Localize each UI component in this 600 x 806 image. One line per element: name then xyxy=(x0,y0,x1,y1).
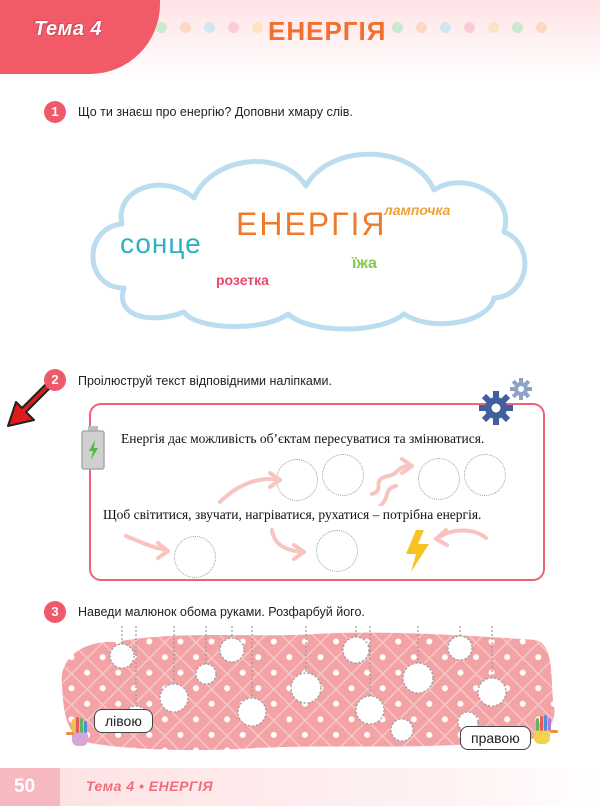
cloud-word-lamp: лампочка xyxy=(384,202,451,218)
task3-number-badge: 3 xyxy=(44,601,66,623)
sentence-energy-needed: Щоб світитися, звучати, нагріватися, рухатися – потрібна енергія. xyxy=(103,507,482,522)
task1-number-badge: 1 xyxy=(44,101,66,123)
lightning-icon xyxy=(402,528,432,574)
task2-instruction: Проілюструй текст відповідними наліпками. xyxy=(78,374,332,388)
task2-number-badge: 2 xyxy=(44,369,66,391)
gears-icon xyxy=(476,376,536,428)
red-arrow-icon xyxy=(4,356,58,440)
cloud-word-food: їжа xyxy=(352,255,377,272)
left-hand-label: лівою xyxy=(94,709,153,733)
right-hand-label: правою xyxy=(460,726,531,750)
topic-label: Тема 4 xyxy=(34,18,103,40)
page-title: ЕНЕРГІЯ xyxy=(268,16,387,46)
cloud-word-sun: сонце xyxy=(120,228,202,259)
footer-topic-text: Тема 4 • ЕНЕРГІЯ xyxy=(86,778,214,794)
sentence-energy-movement: Енергія дає можливість об’єктам пересуватися та змінюватися. xyxy=(121,431,485,446)
task1-instruction: Що ти знаєш про енергію? Доповни хмару слів. xyxy=(78,105,353,119)
cloud-word-energy: ЕНЕРГІЯ xyxy=(236,206,387,242)
left-hand-icon xyxy=(64,716,96,750)
cloud-word-socket: розетка xyxy=(216,272,269,288)
page-number: 50 xyxy=(14,776,36,797)
right-hand-icon xyxy=(528,714,560,748)
task3-instruction: Наведи малюнок обома руками. Розфарбуй його. xyxy=(78,605,365,619)
